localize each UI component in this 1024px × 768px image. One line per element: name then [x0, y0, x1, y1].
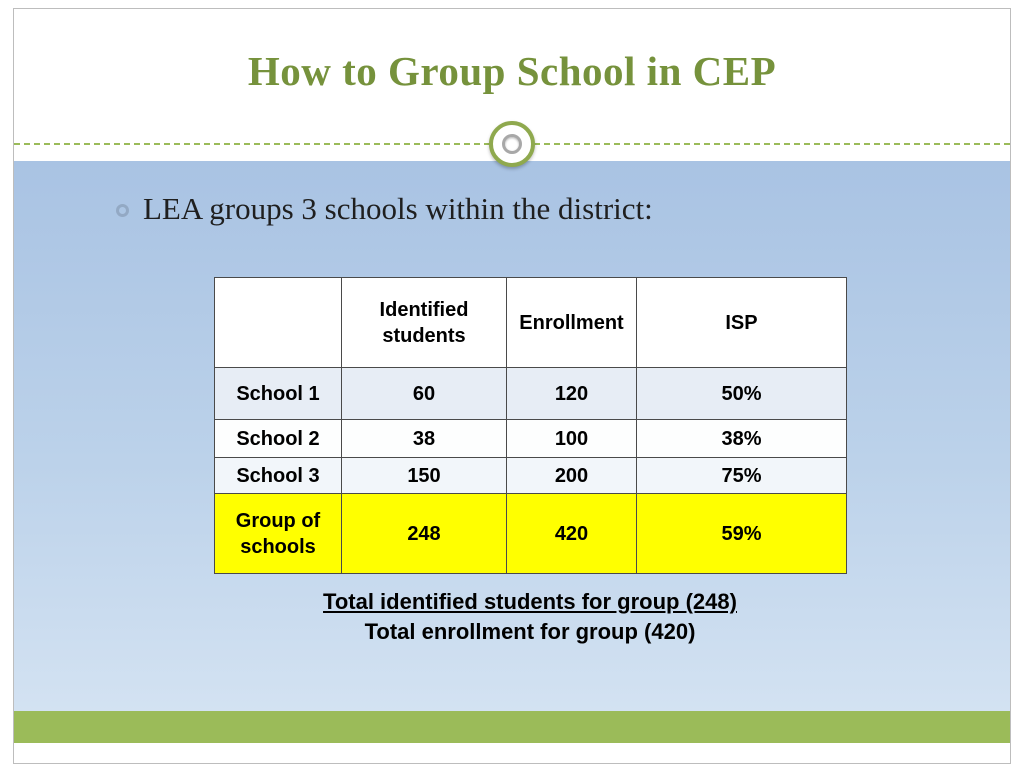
table-row — [215, 368, 847, 420]
table-row — [215, 458, 847, 494]
slide-title: How to Group School in CEP — [247, 48, 777, 94]
header-isp: ISP — [637, 278, 847, 368]
total-identified-line: Total identified students for group (248) — [323, 589, 737, 614]
header-enrollment: Enrollment — [507, 278, 637, 368]
cell-isp: 59% — [637, 494, 847, 574]
row-label: School 2 — [215, 420, 342, 458]
bullet-text: LEA groups 3 schools within the district: — [143, 191, 653, 226]
cell-isp: 50% — [637, 368, 847, 420]
slide — [13, 8, 1011, 764]
header-empty-cell — [215, 278, 342, 368]
row-label: Group of schools — [215, 494, 342, 574]
table-row-group-highlighted — [215, 494, 847, 574]
cell-identified: 248 — [342, 494, 507, 574]
table-row — [215, 420, 847, 458]
totals-block — [214, 589, 846, 645]
cell-enrollment: 200 — [507, 458, 637, 494]
cell-identified: 60 — [342, 368, 507, 420]
schools-table — [214, 277, 847, 574]
bullet-icon — [116, 204, 129, 217]
row-label: School 3 — [215, 458, 342, 494]
slide-body — [14, 161, 1010, 711]
header-identified-students: Identified students — [342, 278, 507, 368]
total-enrollment-line: Total enrollment for group (420) — [364, 619, 696, 644]
cell-enrollment: 420 — [507, 494, 637, 574]
bullet-row — [116, 191, 1010, 227]
cell-identified: 38 — [342, 420, 507, 458]
row-label: School 1 — [215, 368, 342, 420]
header-divider — [14, 143, 1010, 145]
cell-isp: 75% — [637, 458, 847, 494]
cell-identified: 150 — [342, 458, 507, 494]
table-header-row — [215, 278, 847, 368]
circle-ornament-inner-icon — [502, 134, 522, 154]
bottom-accent-bar — [14, 711, 1010, 743]
footer-gap — [14, 743, 1010, 763]
cell-isp: 38% — [637, 420, 847, 458]
cell-enrollment: 120 — [507, 368, 637, 420]
circle-ornament-icon — [489, 121, 535, 167]
cell-enrollment: 100 — [507, 420, 637, 458]
